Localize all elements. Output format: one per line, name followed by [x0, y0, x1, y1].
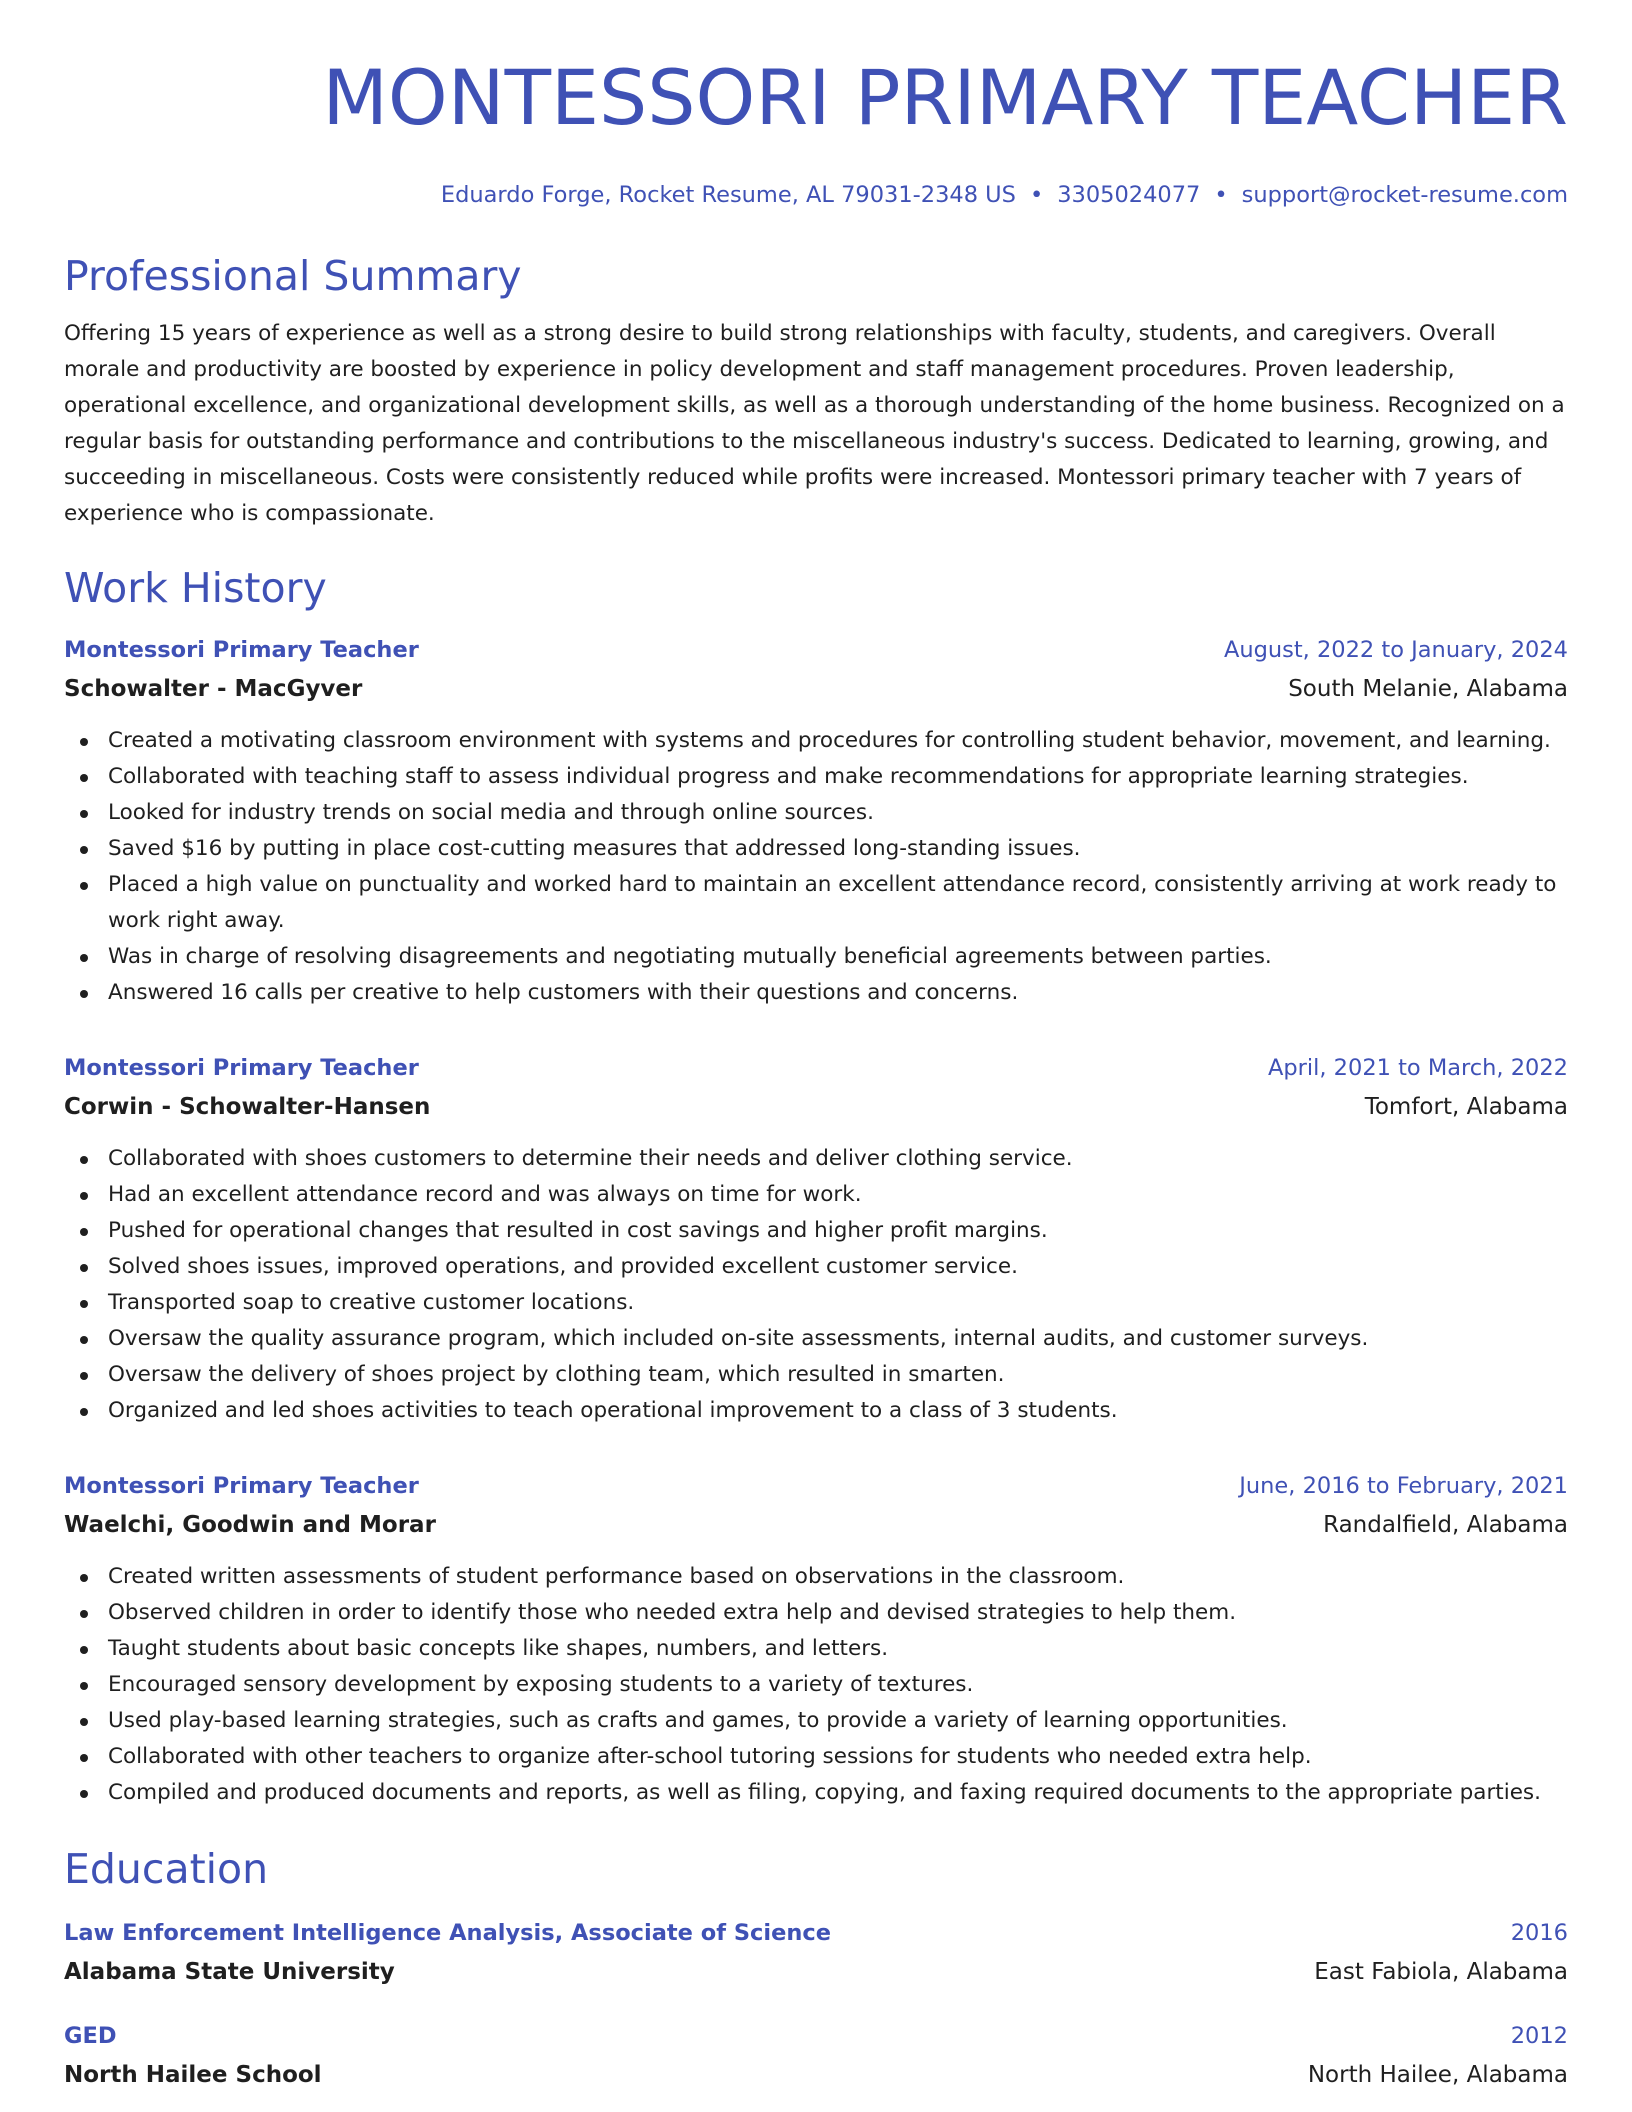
job-dates: April, 2021 to March, 2022	[1267, 1055, 1568, 1081]
bullet-item: Was in charge of resolving disagreements and negotiating mutually beneficial agreements between parties.	[64, 939, 1568, 975]
job-location: Randalfield, Alabama	[1323, 1512, 1568, 1538]
bullet-item: Oversaw the quality assurance program, which included on-site assessments, internal audits, and customer surveys.	[64, 1321, 1568, 1357]
bullet-item: Compiled and produced documents and reports, as well as filing, copying, and faxing required documents to the appropriate parties.	[64, 1775, 1568, 1811]
education-entry	[64, 1917, 1568, 1988]
education-year: 2016	[1510, 1920, 1568, 1946]
education-degree: Law Enforcement Intelligence Analysis, Associate of Science	[64, 1920, 831, 1946]
bullet-item: Pushed for operational changes that resulted in cost savings and higher profit margins.	[64, 1213, 1568, 1249]
job-employer-row	[64, 666, 1568, 705]
education-entry	[64, 2020, 1568, 2091]
contact-phone: 3305024077	[1057, 182, 1201, 208]
job-title-row	[64, 1470, 1568, 1502]
bullet-item: Placed a high value on punctuality and worked hard to maintain an excellent attendance record, consistently arriving at work ready to work right away.	[64, 867, 1568, 939]
contact-separator: •	[1214, 182, 1228, 208]
page-title: MONTESSORI PRIMARY TEACHER	[322, 53, 1568, 142]
bullet-item: Oversaw the delivery of shoes project by clothing team, which resulted in smarten.	[64, 1357, 1568, 1393]
education-degree-row	[64, 2020, 1568, 2052]
job-employer: Waelchi, Goodwin and Morar	[64, 1512, 436, 1538]
summary-text: Offering 15 years of experience as well as a strong desire to build strong relationships with faculty, students, and caregivers. Overall morale and productivity are boosted by experience in policy development and staff management procedures. Proven leadership, operational excellence, and organizational development skills, as well as a thorough understanding of the home business. Recognized on a regular basis for outstanding performance and contributions to the miscellaneous industry's success. Dedicated to learning, growing, and succeeding in miscellaneous. Costs were consistently reduced while profits were increased. Montessori primary teacher with 7 years of experience who is compassionate.	[64, 321, 1565, 526]
contact-separator: •	[1029, 182, 1044, 208]
education-school: Alabama State University	[64, 1959, 395, 1985]
contact-line	[64, 180, 1568, 210]
job-role: Montessori Primary Teacher	[64, 1473, 419, 1499]
job-bullets	[64, 723, 1568, 1011]
job-dates: June, 2016 to February, 2021	[1239, 1473, 1568, 1499]
job-employer: Schowalter - MacGyver	[64, 676, 363, 702]
bullet-item: Collaborated with shoes customers to determine their needs and deliver clothing service.	[64, 1141, 1568, 1177]
job-bullets	[64, 1141, 1568, 1429]
education-school-row	[64, 2052, 1568, 2091]
bullet-item: Encouraged sensory development by exposing students to a variety of textures.	[64, 1667, 1568, 1703]
bullet-item: Created a motivating classroom environment with systems and procedures for controlling student behavior, movement, and learning.	[64, 723, 1568, 759]
bullet-item: Collaborated with teaching staff to assess individual progress and make recommendations for appropriate learning strategies.	[64, 759, 1568, 795]
bullet-item: Observed children in order to identify those who needed extra help and devised strategies to help them.	[64, 1595, 1568, 1631]
bullet-item: Collaborated with other teachers to organize after-school tutoring sessions for students who needed extra help.	[64, 1739, 1568, 1775]
job-entry	[64, 1470, 1568, 1811]
bullet-item: Taught students about basic concepts like shapes, numbers, and letters.	[64, 1631, 1568, 1667]
job-title-row	[64, 1052, 1568, 1084]
bullet-item: Transported soap to creative customer locations.	[64, 1285, 1568, 1321]
job-entry	[64, 1052, 1568, 1429]
summary-heading: Professional Summary	[64, 252, 522, 300]
job-location: Tomfort, Alabama	[1364, 1094, 1568, 1120]
education-school: North Hailee School	[64, 2062, 322, 2088]
job-role: Montessori Primary Teacher	[64, 1055, 419, 1081]
bullet-item: Organized and led shoes activities to teach operational improvement to a class of 3 students.	[64, 1393, 1568, 1429]
job-title-row	[64, 634, 1568, 666]
job-entry	[64, 634, 1568, 1011]
education-location: North Hailee, Alabama	[1307, 2062, 1568, 2088]
bullet-item: Saved $16 by putting in place cost-cutting measures that addressed long-standing issues.	[64, 831, 1568, 867]
job-location: South Melanie, Alabama	[1288, 676, 1568, 702]
bullet-item: Solved shoes issues, improved operations, and provided excellent customer service.	[64, 1249, 1568, 1285]
contact-address: Eduardo Forge, Rocket Resume, AL 79031-2348 US	[440, 182, 1016, 208]
bullet-item: Had an excellent attendance record and was always on time for work.	[64, 1177, 1568, 1213]
job-dates: August, 2022 to January, 2024	[1223, 637, 1568, 663]
job-role: Montessori Primary Teacher	[64, 637, 419, 663]
contact-email: support@rocket-resume.com	[1241, 182, 1568, 208]
education-heading: Education	[64, 1845, 269, 1893]
education-degree-row	[64, 1917, 1568, 1949]
job-bullets	[64, 1559, 1568, 1811]
job-employer-row	[64, 1084, 1568, 1123]
bullet-item: Used play-based learning strategies, such as crafts and games, to provide a variety of learning opportunities.	[64, 1703, 1568, 1739]
job-employer: Corwin - Schowalter-Hansen	[64, 1094, 431, 1120]
bullet-item: Created written assessments of student performance based on observations in the classroom.	[64, 1559, 1568, 1595]
work-history-heading: Work History	[64, 564, 327, 612]
education-year: 2012	[1510, 2023, 1568, 2049]
education-school-row	[64, 1949, 1568, 1988]
bullet-item: Answered 16 calls per creative to help customers with their questions and concerns.	[64, 975, 1568, 1011]
education-location: East Fabiola, Alabama	[1314, 1959, 1568, 1985]
education-degree: GED	[64, 2023, 117, 2049]
bullet-item: Looked for industry trends on social media and through online sources.	[64, 795, 1568, 831]
job-employer-row	[64, 1502, 1568, 1541]
